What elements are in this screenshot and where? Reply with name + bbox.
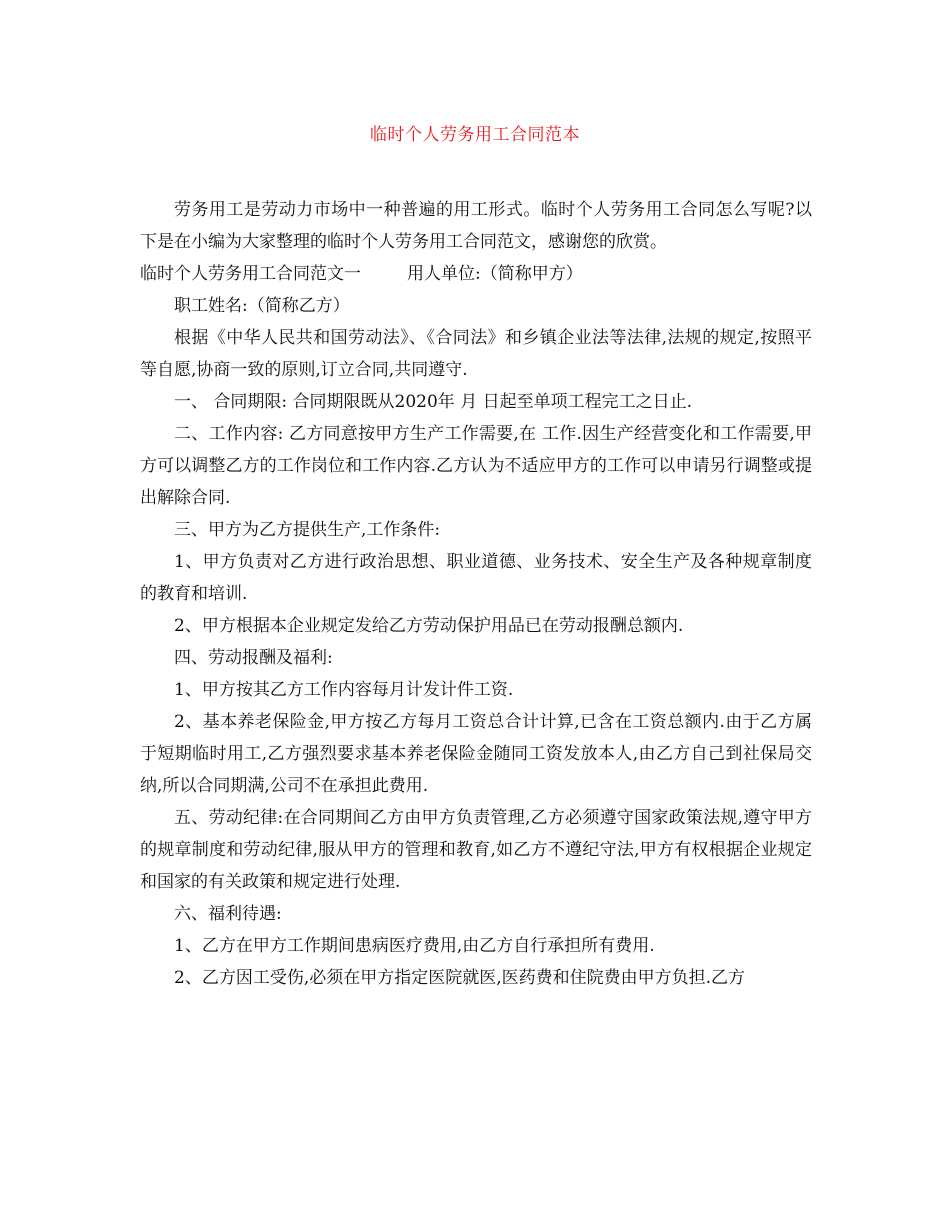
clause-6-2: 2、乙方因工受伤,必须在甲方指定医院就医,医药费和住院费由甲方负担.乙方 xyxy=(174,968,746,988)
sample-heading: 临时个人劳务用工合同范文一 xyxy=(140,264,361,284)
clause-4: 四、劳动报酬及福利: xyxy=(174,648,333,668)
clause-4-2: 2、基本养老保险金,甲方按乙方每月工资总合计计算,已含在工资总额内.由于乙方属于短期临时用工,乙方强烈要求基本养老保险金随同工资发放本人,由乙方自己到社保局交纳,所以合同期满,公司不在承担此费用. xyxy=(140,712,812,796)
clause-5: 五、劳动纪律:在合同期间乙方由甲方负责管理,乙方必须遵守国家政策法规,遵守甲方的规章制度和劳动纪律,服从甲方的管理和教育,如乙方不遵纪守法,甲方有权根据企业规定和国家的有关政策和规定进行处理. xyxy=(140,808,812,892)
document-body xyxy=(140,194,812,994)
sample-heading-line xyxy=(140,258,812,290)
document-title: 临时个人劳务用工合同范本 xyxy=(370,125,580,145)
clause-6: 六、福利待遇: xyxy=(174,904,282,924)
clause-1: 一、 合同期限: 合同期限既从2020年 月 日起至单项工程完工之日止. xyxy=(174,392,693,412)
employee-line: 职工姓名:（简称乙方） xyxy=(174,296,350,316)
clause-2: 二、工作内容: 乙方同意按甲方生产工作需要,在 工作.因生产经营变化和工作需要,甲方可以调整乙方的工作岗位和工作内容.乙方认为不适应甲方的工作可以申请另行调整或提出解除合同. xyxy=(140,424,812,508)
clause-3-1: 1、甲方负责对乙方进行政治思想、职业道德、业务技术、安全生产及各种规章制度的教育和培训. xyxy=(140,552,812,604)
basis-paragraph: 根据《中华人民共和国劳动法》、《合同法》和乡镇企业法等法律,法规的规定,按照平等自愿,协商一致的原则,订立合同,共同遵守. xyxy=(140,328,812,380)
clause-3-2: 2、甲方根据本企业规定发给乙方劳动保护用品已在劳动报酬总额内. xyxy=(174,616,684,636)
employer-line: 用人单位:（简称甲方） xyxy=(407,264,583,284)
intro-paragraph: 劳务用工是劳动力市场中一种普遍的用工形式。临时个人劳务用工合同怎么写呢?以下是在小编为大家整理的临时个人劳务用工合同范文，感谢您的欣赏。 xyxy=(140,200,812,252)
clause-3: 三、甲方为乙方提供生产,工作条件: xyxy=(174,520,441,540)
clause-4-1: 1、甲方按其乙方工作内容每月计发计件工资. xyxy=(174,680,514,700)
clause-6-1: 1、乙方在甲方工作期间患病医疗费用,由乙方自行承担所有费用. xyxy=(174,936,655,956)
